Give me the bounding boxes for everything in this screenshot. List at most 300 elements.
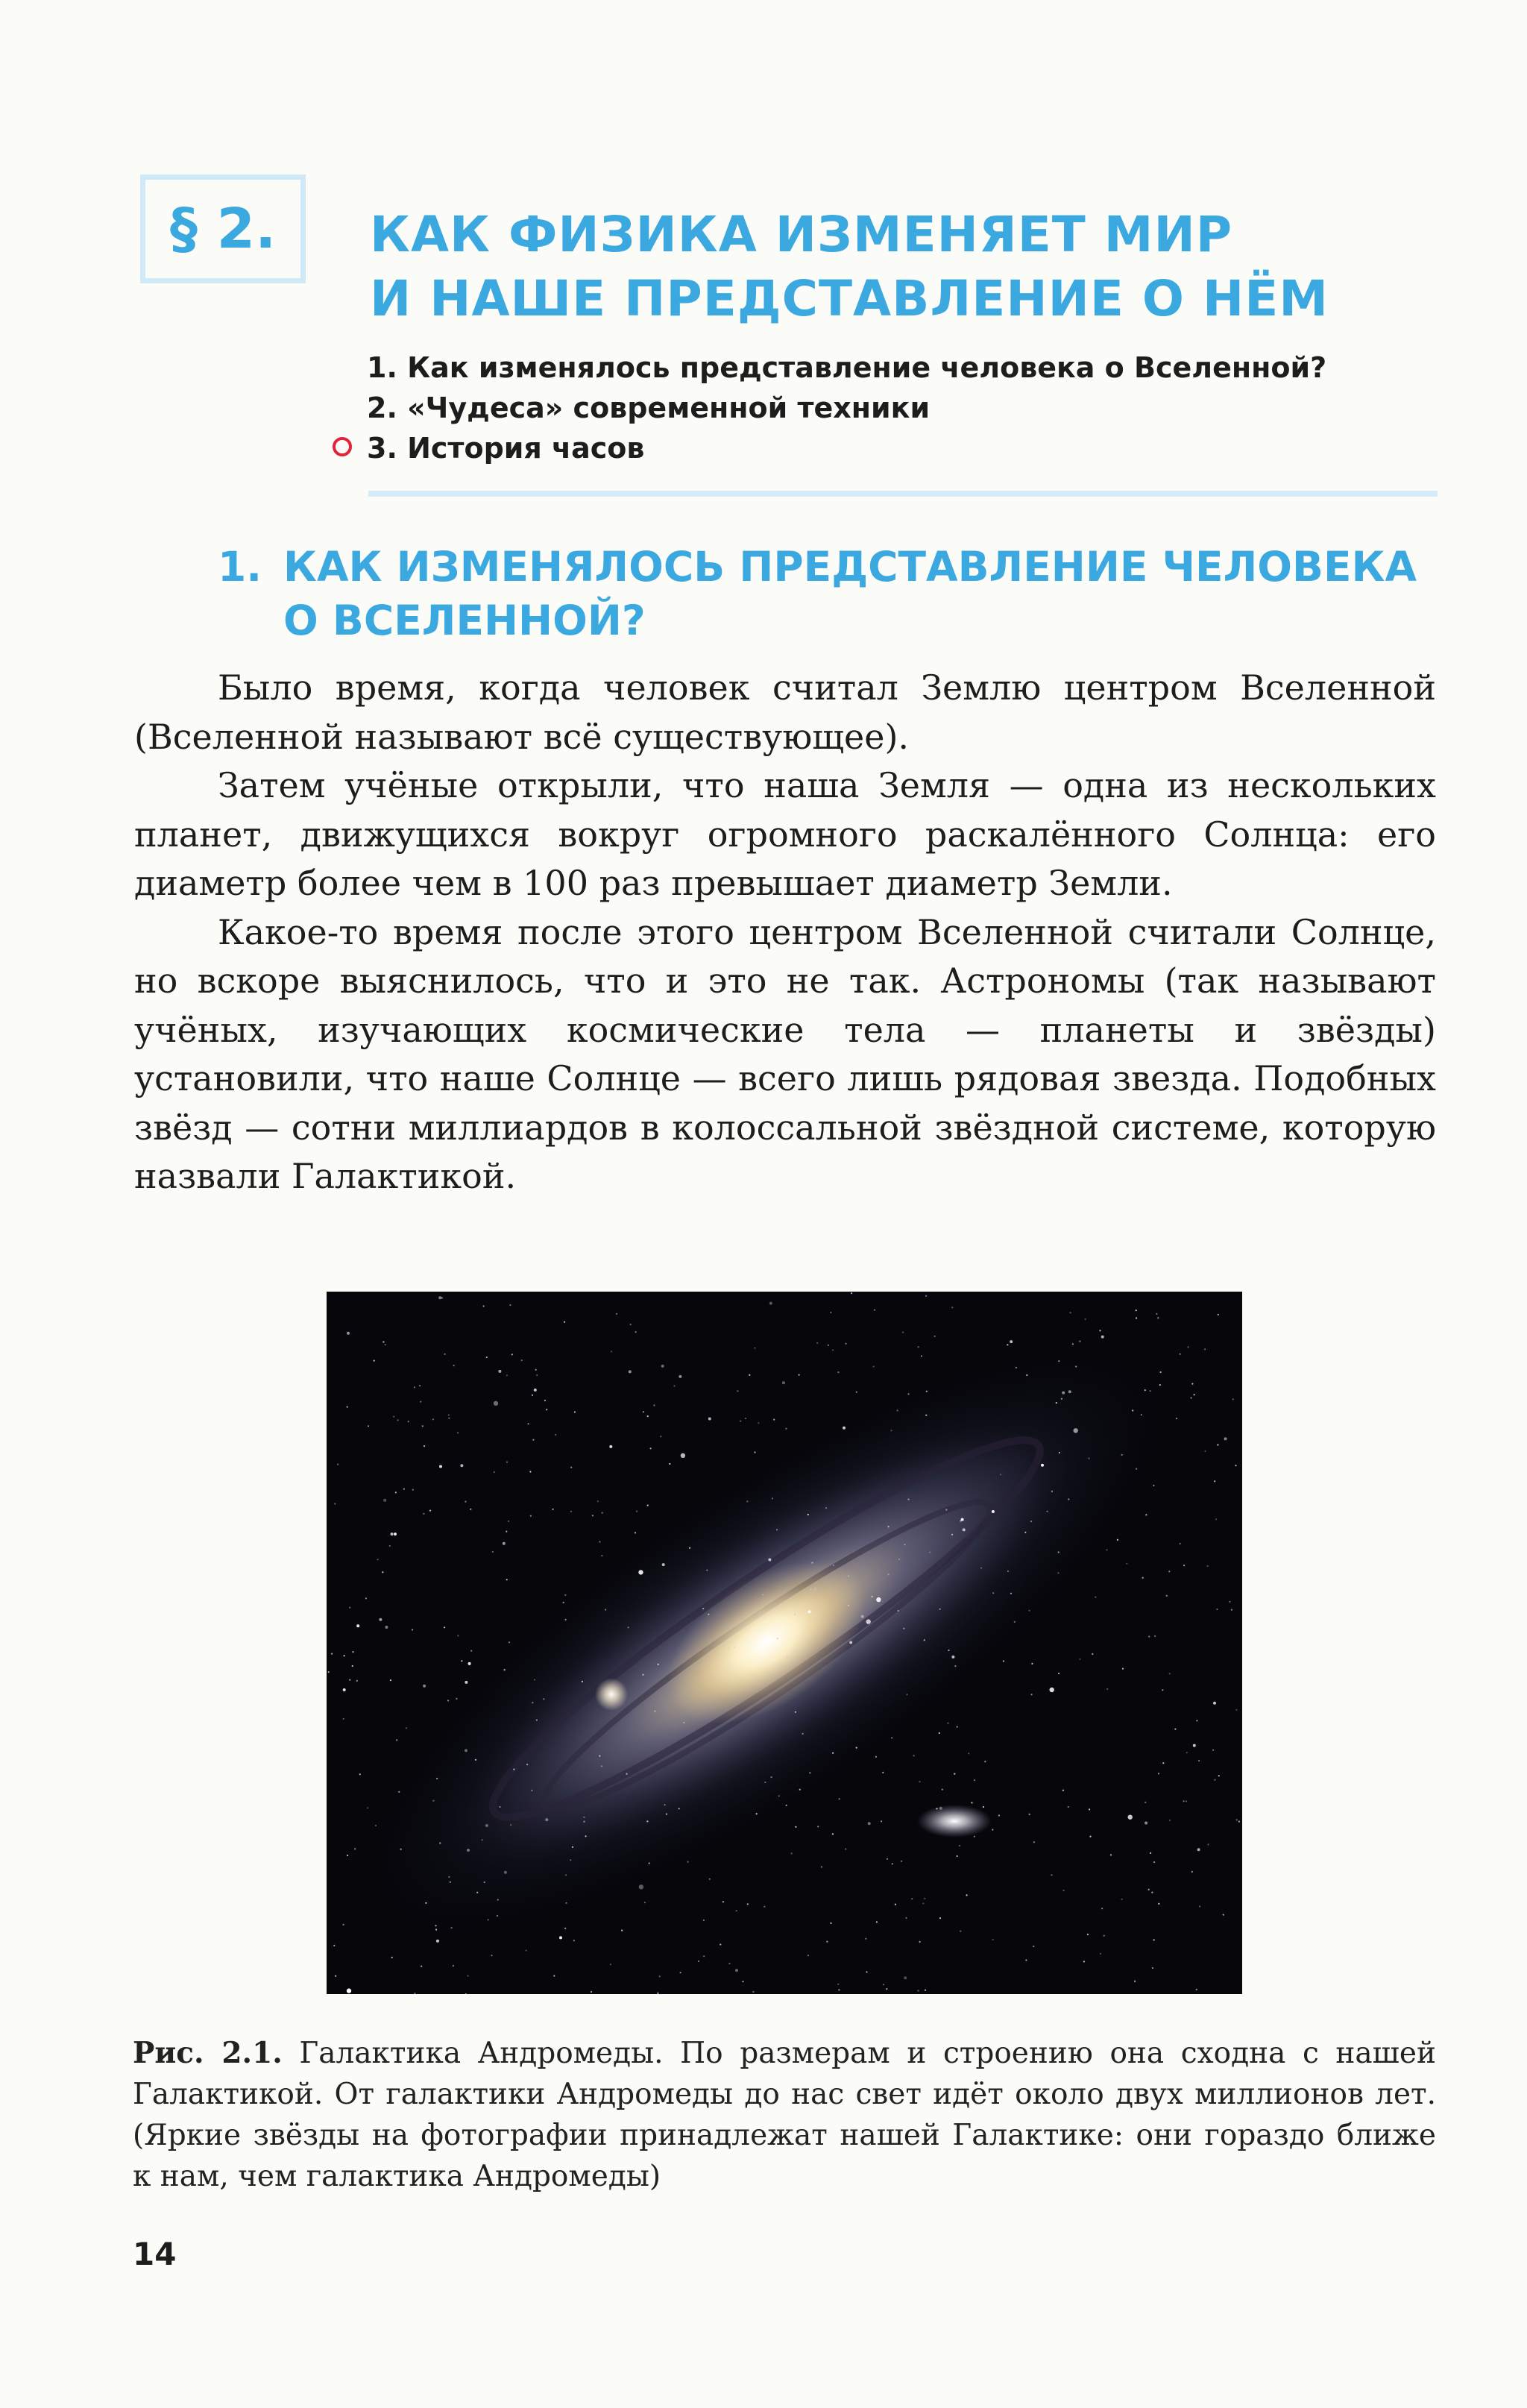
star	[882, 1772, 884, 1773]
star	[1198, 1760, 1200, 1761]
star	[635, 1331, 637, 1333]
star	[968, 1752, 969, 1754]
star	[832, 1833, 834, 1835]
star	[974, 1836, 975, 1838]
optional-topic-circle-icon	[333, 437, 352, 456]
star	[888, 1574, 890, 1575]
star	[453, 1365, 455, 1366]
star	[876, 1597, 881, 1602]
star	[811, 1562, 813, 1564]
star	[865, 1938, 866, 1940]
star	[669, 1463, 670, 1465]
star	[528, 1423, 529, 1424]
figure-caption	[133, 2033, 1436, 2197]
star	[1070, 1312, 1071, 1313]
star	[468, 1662, 471, 1665]
star	[504, 1871, 507, 1874]
star	[1156, 1313, 1157, 1315]
star	[491, 1955, 492, 1956]
star	[742, 1981, 743, 1982]
star	[1068, 1498, 1069, 1500]
star	[929, 1552, 931, 1553]
star	[832, 1349, 834, 1351]
star	[1095, 1597, 1096, 1598]
star	[494, 1401, 498, 1406]
star	[1134, 1981, 1136, 1982]
star	[436, 1940, 439, 1943]
star	[626, 1773, 628, 1775]
star	[349, 1607, 350, 1609]
star	[924, 1639, 925, 1641]
star	[908, 1393, 910, 1395]
star	[545, 1818, 548, 1821]
star	[583, 1821, 585, 1823]
star	[510, 1824, 511, 1826]
star	[1207, 1843, 1209, 1845]
star	[1056, 1402, 1057, 1403]
star	[1204, 1348, 1206, 1350]
star	[1174, 1729, 1176, 1730]
star	[966, 1894, 968, 1896]
star	[605, 1609, 606, 1610]
star	[503, 1542, 506, 1545]
star	[1145, 1514, 1147, 1515]
star	[444, 1626, 445, 1628]
star	[954, 1665, 956, 1667]
star	[367, 1807, 368, 1808]
star	[1238, 1821, 1240, 1823]
star	[919, 1941, 921, 1943]
star	[532, 1702, 533, 1703]
star	[563, 1602, 564, 1603]
star	[951, 1534, 953, 1535]
star	[1158, 1773, 1159, 1774]
star	[921, 1355, 922, 1357]
star	[1061, 1398, 1062, 1400]
star	[874, 1310, 875, 1311]
star	[354, 1848, 356, 1849]
star	[1153, 1861, 1155, 1863]
star	[826, 1941, 828, 1943]
star	[1212, 1750, 1214, 1751]
star	[467, 1975, 468, 1976]
section-number-box	[140, 175, 306, 283]
star	[830, 1312, 831, 1313]
star	[703, 1920, 705, 1921]
star	[876, 1921, 878, 1923]
star	[630, 1324, 632, 1325]
subsection-title-line-2: О ВСЕЛЕННОЙ?	[283, 597, 646, 644]
star	[616, 1313, 617, 1315]
star	[572, 1846, 573, 1848]
star	[764, 1906, 765, 1908]
star	[508, 1521, 509, 1522]
star	[951, 1307, 953, 1308]
star	[866, 1619, 871, 1623]
star	[1025, 1959, 1027, 1961]
star	[942, 1789, 943, 1791]
star	[1235, 1709, 1237, 1711]
star	[1051, 1874, 1052, 1876]
star	[1063, 1890, 1065, 1891]
contents-divider	[368, 491, 1438, 497]
star	[769, 1302, 772, 1305]
star	[1193, 1744, 1196, 1747]
star	[379, 1618, 382, 1621]
star	[887, 1858, 888, 1860]
star	[451, 1927, 453, 1928]
star	[444, 1354, 446, 1355]
star	[1213, 1702, 1216, 1705]
star	[1099, 1330, 1101, 1331]
star	[939, 1609, 941, 1610]
star	[359, 1773, 361, 1775]
star	[356, 1680, 358, 1682]
star	[808, 1610, 811, 1613]
star	[475, 1759, 476, 1761]
star	[866, 1971, 867, 1972]
star	[610, 1964, 611, 1965]
star	[830, 1923, 831, 1924]
star	[457, 1432, 459, 1433]
star	[1136, 1468, 1137, 1470]
star	[1030, 1521, 1032, 1522]
star	[905, 1917, 907, 1919]
star	[609, 1445, 612, 1448]
star	[526, 1949, 527, 1951]
star	[448, 1414, 450, 1415]
star	[629, 1370, 632, 1373]
star	[845, 1848, 846, 1849]
star	[592, 1515, 594, 1516]
star	[1229, 1601, 1230, 1603]
star	[497, 1899, 499, 1900]
star	[658, 1664, 659, 1665]
star	[509, 1641, 510, 1643]
star	[1058, 1551, 1060, 1553]
star	[628, 1626, 629, 1628]
star	[531, 1790, 532, 1791]
star	[654, 1711, 655, 1712]
subsection-title	[218, 540, 1417, 647]
star	[843, 1427, 846, 1430]
contents-item	[333, 348, 1326, 388]
star	[653, 1404, 655, 1406]
star	[936, 1808, 937, 1809]
star	[992, 1592, 994, 1594]
star	[698, 1961, 699, 1962]
star	[925, 1990, 926, 1991]
star	[1126, 1563, 1127, 1565]
star	[1117, 1539, 1118, 1541]
star	[391, 1532, 394, 1535]
star	[892, 1863, 893, 1864]
star	[343, 1718, 344, 1720]
star	[393, 1416, 394, 1418]
star	[745, 1418, 746, 1419]
star	[1151, 1892, 1153, 1893]
star	[821, 1866, 822, 1867]
star	[848, 1575, 849, 1576]
figure-label: Рис. 2.1.	[133, 2036, 283, 2070]
star	[660, 1436, 661, 1437]
star	[662, 1563, 665, 1566]
star	[1214, 1480, 1215, 1482]
star	[611, 1351, 612, 1352]
star	[394, 1532, 397, 1535]
star	[1153, 1485, 1154, 1486]
star	[740, 1421, 741, 1422]
star	[349, 1679, 350, 1681]
star	[570, 1467, 572, 1468]
star	[664, 1804, 666, 1805]
star	[673, 1385, 675, 1386]
star	[414, 1993, 415, 1994]
star	[1079, 1341, 1080, 1342]
star	[453, 1965, 454, 1967]
star	[1092, 1653, 1093, 1655]
star	[436, 1778, 438, 1779]
star	[1152, 1967, 1153, 1969]
star	[382, 1571, 383, 1573]
galaxy-image	[327, 1292, 1242, 1994]
contents-item	[333, 388, 1326, 428]
star	[1058, 1360, 1060, 1362]
star	[535, 1369, 537, 1371]
star	[1003, 1660, 1004, 1662]
star	[425, 1902, 426, 1904]
star	[546, 1409, 547, 1410]
star	[1089, 1836, 1091, 1838]
star	[400, 1849, 402, 1850]
star	[934, 1336, 936, 1337]
star	[597, 1500, 599, 1502]
star	[511, 1354, 513, 1355]
star	[917, 1990, 919, 1991]
star	[642, 1674, 643, 1676]
star	[534, 1389, 537, 1392]
star	[529, 1471, 531, 1472]
star	[1031, 1663, 1033, 1664]
star	[1199, 1905, 1200, 1907]
star	[484, 1882, 485, 1883]
star	[420, 1401, 421, 1403]
star	[1168, 1571, 1170, 1572]
star	[1150, 1852, 1151, 1854]
paragraph: Было время, когда человек считал Землю центром Вселенной (Вселенной называют всё существующее).	[134, 667, 1436, 757]
star	[1169, 1820, 1171, 1821]
star	[838, 1989, 840, 1990]
star	[1103, 1935, 1105, 1937]
star	[1215, 1518, 1217, 1520]
star	[424, 1445, 425, 1447]
star	[347, 1332, 350, 1335]
star	[573, 1940, 575, 1941]
star	[735, 1969, 738, 1972]
star	[768, 1559, 771, 1562]
star	[639, 1884, 643, 1889]
star	[423, 1685, 426, 1688]
star	[555, 1434, 556, 1436]
star	[347, 1406, 348, 1408]
star	[647, 1505, 649, 1506]
star	[564, 1594, 566, 1596]
star	[998, 1814, 1000, 1816]
star	[992, 1939, 994, 1940]
star	[722, 1901, 724, 1902]
star	[638, 1570, 643, 1574]
star	[768, 1672, 769, 1673]
star	[807, 1514, 809, 1515]
star	[423, 1513, 424, 1515]
chapter-title	[370, 203, 1473, 331]
star	[903, 1628, 904, 1629]
star	[583, 1817, 585, 1818]
star	[983, 1806, 984, 1808]
star	[397, 1419, 399, 1421]
star	[974, 1779, 975, 1781]
star	[1016, 1367, 1017, 1368]
star	[506, 1579, 508, 1580]
star	[1010, 1593, 1012, 1594]
star	[957, 1726, 958, 1728]
star	[506, 1374, 508, 1376]
star	[720, 1943, 721, 1945]
star	[913, 1755, 915, 1756]
star	[754, 1348, 755, 1349]
star	[1062, 1790, 1064, 1791]
star	[771, 1776, 772, 1778]
star	[356, 1624, 359, 1627]
star	[432, 1418, 434, 1420]
star	[1062, 1392, 1065, 1395]
star	[687, 1861, 689, 1863]
star	[383, 1499, 386, 1502]
star	[635, 1532, 636, 1533]
star	[636, 1511, 637, 1512]
star	[659, 1975, 661, 1977]
star	[984, 1761, 986, 1762]
subsection-title-line-1: КАК ИЗМЕНЯЛОСЬ ПРЕДСТАВЛЕНИЕ ЧЕЛОВЕКА	[283, 543, 1417, 591]
star	[848, 1605, 849, 1606]
star	[709, 1879, 711, 1880]
star	[813, 1588, 816, 1591]
star	[1068, 1390, 1071, 1393]
star	[728, 1963, 730, 1964]
star	[1087, 1934, 1089, 1935]
star	[1058, 1673, 1060, 1674]
star	[1188, 1346, 1189, 1348]
star	[1010, 1340, 1013, 1343]
star	[1183, 1800, 1185, 1802]
star	[447, 1700, 449, 1701]
star	[679, 1375, 681, 1378]
star	[679, 1808, 680, 1809]
star	[960, 1520, 961, 1521]
star	[754, 1451, 755, 1453]
star	[1031, 1694, 1033, 1695]
star	[837, 1984, 839, 1985]
star	[957, 1855, 958, 1857]
star	[1218, 1314, 1219, 1315]
paragraph: Какое-то время после этого центром Вселенной считали Солнце, но вскоре выяснилось, что и это не так. Астрономы (так называют учёных, изучающих космические тела — планеты и звёзды) установили, что наше Солнце — всего лишь рядовая звезда. Подобных звёзд — сотни миллиардов в колоссальной звёздной системе, которую назвали Галактикой.	[134, 911, 1436, 1196]
star	[736, 1910, 737, 1911]
star	[1083, 1961, 1085, 1962]
star	[564, 1928, 566, 1929]
star	[1169, 1673, 1171, 1674]
star	[1183, 1565, 1185, 1566]
star	[901, 1861, 902, 1862]
star	[591, 1991, 592, 1993]
contents-item	[333, 428, 1326, 468]
star	[498, 1370, 501, 1373]
star	[456, 1698, 457, 1700]
star	[1191, 1871, 1193, 1873]
star	[922, 1902, 924, 1904]
star	[1106, 1688, 1108, 1690]
star	[799, 1374, 800, 1376]
star	[352, 1665, 353, 1667]
star	[536, 1374, 538, 1376]
star	[599, 1541, 600, 1542]
star	[1088, 1458, 1089, 1459]
star	[396, 1739, 397, 1741]
star	[1085, 1318, 1086, 1320]
star	[868, 1822, 871, 1825]
star	[650, 1447, 652, 1449]
star	[532, 1439, 534, 1441]
star	[1204, 1450, 1206, 1452]
star	[861, 1615, 864, 1618]
star	[448, 1876, 450, 1878]
star	[375, 1825, 377, 1826]
star	[1059, 1452, 1060, 1453]
star	[772, 1497, 773, 1499]
star	[532, 1395, 533, 1396]
star	[385, 1626, 388, 1629]
andromeda-galaxy-photo	[327, 1292, 1242, 1994]
star	[837, 1371, 839, 1373]
star	[1141, 1414, 1142, 1415]
star	[1186, 1752, 1188, 1753]
star	[1007, 1344, 1008, 1345]
star	[530, 1515, 532, 1517]
star	[886, 1988, 887, 1990]
star	[816, 1342, 818, 1344]
star	[647, 1415, 649, 1417]
star	[939, 1807, 942, 1810]
contents-item-label: 2. «Чудеса» современной техники	[367, 392, 931, 424]
star	[875, 1756, 877, 1758]
star	[845, 1343, 846, 1345]
star	[1145, 1389, 1146, 1391]
star	[832, 1752, 834, 1754]
star	[873, 1365, 875, 1367]
star	[435, 1928, 437, 1930]
star	[467, 1849, 470, 1852]
star	[465, 1749, 467, 1752]
star	[954, 1773, 955, 1775]
star	[461, 1660, 462, 1662]
star	[552, 1509, 553, 1510]
contents-item-label: 1. Как изменялось представление человека о Вселенной?	[367, 351, 1327, 384]
star	[390, 1679, 391, 1681]
star	[1136, 1310, 1137, 1311]
star	[391, 1957, 393, 1958]
star	[898, 1610, 899, 1612]
star	[925, 1415, 927, 1416]
star	[908, 1499, 910, 1500]
